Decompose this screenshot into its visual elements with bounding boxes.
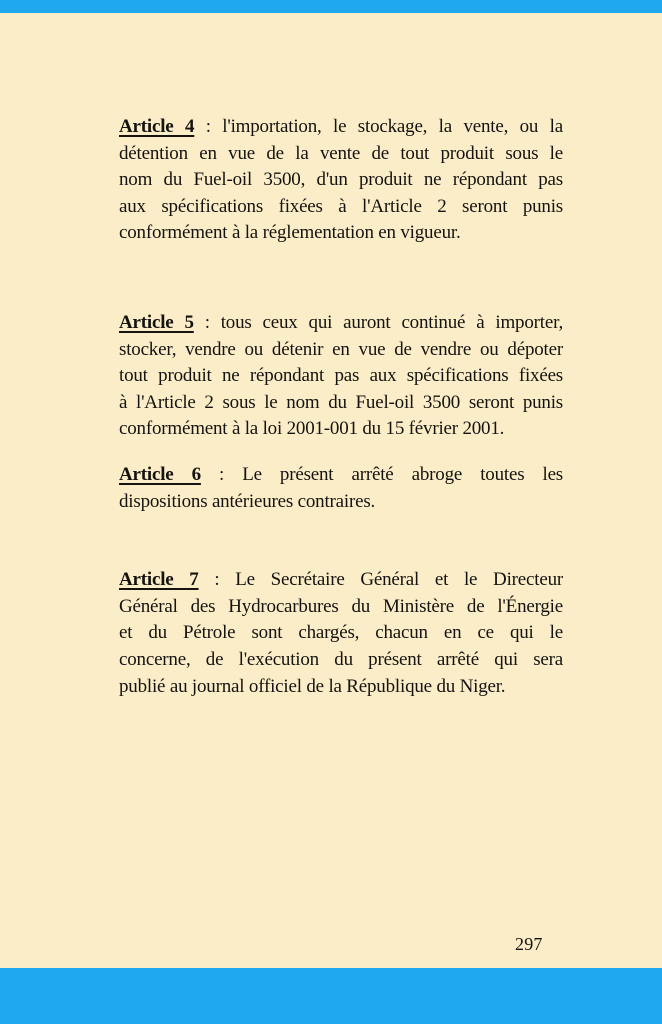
article-heading-separator: :: [200, 463, 243, 485]
article-4-heading: Article 4: [119, 116, 195, 137]
page-content: [119, 13, 563, 700]
article-heading-separator: :: [194, 116, 223, 137]
article-line: concerne, de l'exécution du présent arrêté qui sera: [119, 648, 563, 670]
article-5-heading: Article 5: [119, 311, 194, 333]
article-line-text: tous ceux qui auront continué à importer,: [220, 311, 563, 333]
article-line: [119, 310, 563, 337]
article-6-heading: Article 6: [119, 463, 201, 485]
article-line: stocker, vendre ou détenir en vue de vendre ou dépoter: [119, 338, 563, 360]
article-7-heading: Article 7: [119, 569, 199, 591]
article-line: nom du Fuel-oil 3500, d'un produit ne répondant pas: [119, 169, 563, 191]
article-line: [119, 114, 563, 141]
top-blue-bar: [0, 0, 662, 13]
article-5-paragraph: [119, 310, 563, 443]
article-line: détention en vue de la vente de tout produit sous le: [119, 142, 563, 164]
article-heading-separator: :: [198, 569, 236, 591]
article-line: conformément à la loi 2001-001 du 15 février 2001.: [119, 418, 505, 440]
article-line: [119, 462, 563, 489]
article-line-text: Le présent arrêté abroge toutes les: [242, 463, 563, 485]
article-line: [119, 567, 563, 594]
article-4-paragraph: [119, 114, 563, 247]
article-heading-separator: :: [193, 311, 221, 333]
article-line: à l'Article 2 sous le nom du Fuel-oil 3500 seront punis: [119, 391, 563, 413]
article-line: dispositions antérieures contraires.: [119, 490, 376, 512]
article-line: tout produit ne répondant pas aux spécifications fixées: [119, 365, 563, 387]
article-6-paragraph: [119, 462, 563, 515]
article-line-text: l'importation, le stockage, la vente, ou la: [222, 116, 563, 137]
bottom-blue-bar: [0, 968, 662, 1024]
page-number: 297: [515, 934, 543, 954]
article-line: Général des Hydrocarbures du Ministère de l'Énergie: [119, 595, 563, 617]
article-line: et du Pétrole sont chargés, chacun en ce qui le: [119, 622, 563, 644]
article-line: publié au journal officiel de la République du Niger.: [119, 675, 506, 697]
article-line: aux spécifications fixées à l'Article 2 seront punis: [119, 195, 563, 217]
article-line: conformément à la réglementation en vigueur.: [119, 222, 461, 244]
article-line-text: Le Secrétaire Général et le Directeur: [235, 569, 563, 591]
article-7-paragraph: [119, 567, 563, 700]
